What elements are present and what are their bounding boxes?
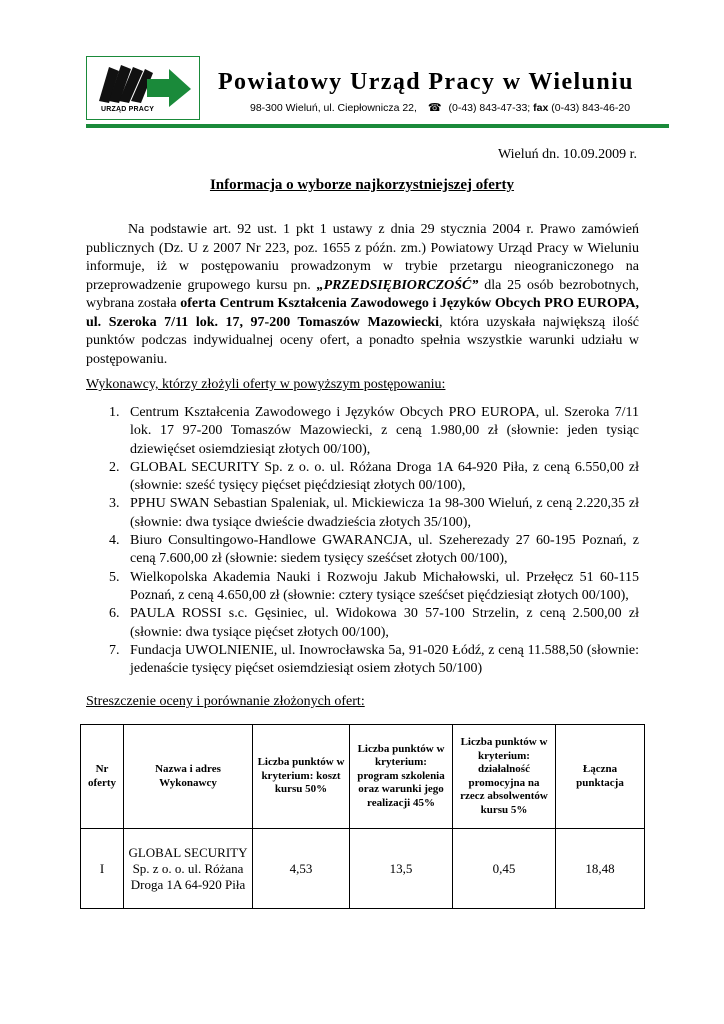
winning-offer: oferta Centrum Kształcenia Zawodowego i Języków Obcych PRO EUROPA, ul. Szeroka 7/11 lok. 17, 97-200 Tomaszów Mazowiecki bbox=[86, 296, 639, 330]
logo-arrow-icon bbox=[147, 69, 191, 107]
offer-item-2 bbox=[86, 459, 639, 496]
document-title: Informacja o wyborze najkorzystniejszej oferty bbox=[209, 177, 515, 193]
office-logo bbox=[86, 56, 200, 120]
header-offer-number: Nr oferty bbox=[81, 725, 124, 829]
cell-contractor: GLOBAL SECURITY Sp. z o. o. ul. Różana Droga 1A 64-920 Piła bbox=[124, 829, 253, 909]
fax-label: fax bbox=[533, 102, 549, 114]
offer-item-6 bbox=[86, 605, 639, 642]
offer-number: 1. bbox=[109, 405, 120, 420]
cell-program-score: 13,5 bbox=[350, 829, 453, 909]
offer-text: Wielkopolska Akademia Nauki i Rozwoju Jakub Michałowski, ul. Przełęcz 51 60-115 Poznań, z ceną 4.650,00 zł (słownie: cztery tysiące sześćset pięćdziesiąt złotych 00/100), bbox=[130, 569, 639, 603]
intro-text-1: Na podstawie art. 92 ust. 1 pkt 1 ustawy z dnia 29 stycznia 2004 r. Prawo zamówień publicznych (Dz. U z 2007 Nr 223, poz. 1655 z późn. zm.) Powiatowy Urząd Pracy w Wieluniu informuje, iż w postępowaniu prowadzonym w trybie przetargu nieograniczonego na przeprowadzenie grupowego kursu pn. bbox=[86, 222, 639, 293]
offer-number: 6. bbox=[109, 606, 120, 622]
table-row bbox=[81, 829, 645, 909]
cell-promotion-score: 0,45 bbox=[453, 829, 556, 909]
offer-item-1 bbox=[86, 404, 639, 459]
header-program-criterion: Liczba punktów w kryterium: program szkolenia oraz warunki jego realizacji 45% bbox=[350, 725, 453, 829]
offer-item-7 bbox=[86, 642, 639, 679]
offer-number: 2. bbox=[109, 459, 120, 475]
header-cost-criterion: Liczba punktów w kryterium: koszt kursu 50% bbox=[253, 725, 350, 829]
evaluation-table bbox=[80, 724, 645, 909]
offer-item-3 bbox=[86, 495, 639, 532]
intro-text-2: dla 25 osób bezrobotnych, wybrana została bbox=[86, 277, 639, 311]
logo-caption: URZĄD PRACY bbox=[101, 106, 155, 113]
header-total-score: Łączna punktacja bbox=[556, 725, 645, 829]
offer-text: Centrum Kształcenia Zawodowego i Języków Obcych PRO EUROPA, ul. Szeroka 7/11 lok. 17 97-200 Tomaszów Mazowiecki, z ceną 1.980,00 zł (słownie: jeden tysiąc dziewięćset osiemdziesiąt złotych 00/100), bbox=[130, 405, 639, 457]
summary-heading: Streszczenie oceny i porównanie złożonych ofert: bbox=[86, 694, 365, 709]
intro-text-3: , która uzyskała największą ilość punktów podczas indywidualnej oceny ofert, a ponadto spełnia wszystkie warunki udziału w postępowaniu. bbox=[86, 314, 640, 367]
office-phone: (0-43) 843-47-33; bbox=[448, 102, 531, 114]
offers-list bbox=[86, 404, 639, 678]
office-title: Powiatowy Urząd Pracy w Wieluniu bbox=[218, 69, 634, 95]
document-date: Wieluń dn. 10.09.2009 r. bbox=[497, 147, 637, 162]
cell-offer-number: I bbox=[81, 829, 124, 909]
offer-text: PAULA ROSSI s.c. Gęsiniec, ul. Widokowa 30 57-100 Strzelin, z ceną 2.500,00 zł (słownie: dwa tysiące pięćset złotych 00/100), bbox=[130, 606, 639, 640]
cell-total-score: 18,48 bbox=[556, 829, 645, 909]
offer-number: 7. bbox=[109, 642, 120, 658]
table-header-row bbox=[81, 725, 645, 829]
phone-icon: ☎ bbox=[427, 102, 442, 114]
course-name: „PRZEDSIĘBIORCZOŚĆ” bbox=[316, 277, 479, 293]
offer-text: Fundacja UWOLNIENIE, ul. Inowrocławska 5a, 91-020 Łódź, z ceną 11.588,50 (słownie: jedenaście tysięcy pięćset osiemdziesiąt osiem złotych 50/100) bbox=[130, 642, 639, 677]
offer-number: 4. bbox=[109, 533, 120, 549]
offer-text: GLOBAL SECURITY Sp. z o. o. ul. Różana Droga 1A 64-920 Piła, z ceną 6.550,00 zł (słownie: sześć tysięcy pięćset pięćdziesiąt złotych 00/100), bbox=[130, 459, 639, 494]
header-promotion-criterion: Liczba punktów w kryterium: działalność promocyjna na rzecz absolwentów kursu 5% bbox=[453, 725, 556, 829]
offer-text: Biuro Consultingowo-Handlowe GWARANCJA, ul. Szeherezady 27 60-195 Poznań, z ceną 7.600,00 zł (słownie: siedem tysięcy sześćset złotych 00/100), bbox=[130, 533, 639, 567]
offer-number: 5. bbox=[109, 569, 120, 585]
office-address: 98-300 Wieluń, ul. Ciepłownicza 22, bbox=[250, 102, 417, 114]
header-contractor: Nazwa i adres Wykonawcy bbox=[124, 725, 253, 829]
header-divider bbox=[86, 124, 669, 128]
offer-item-5 bbox=[86, 569, 639, 606]
office-contact bbox=[250, 101, 630, 114]
cell-cost-score: 4,53 bbox=[253, 829, 350, 909]
office-fax: (0-43) 843-46-20 bbox=[551, 102, 631, 114]
contractors-heading: Wykonawcy, którzy złożyli oferty w powyższym postępowaniu: bbox=[86, 377, 446, 392]
offer-text: PPHU SWAN Sebastian Spaleniak, ul. Mickiewicza 1a 98-300 Wieluń, z ceną 2.220,35 zł (słownie: dwa tysiące dwieście dwadzieścia złotych 35/100), bbox=[130, 496, 639, 530]
offer-item-4 bbox=[86, 532, 639, 569]
offer-number: 3. bbox=[109, 496, 120, 512]
intro-paragraph bbox=[86, 221, 639, 369]
